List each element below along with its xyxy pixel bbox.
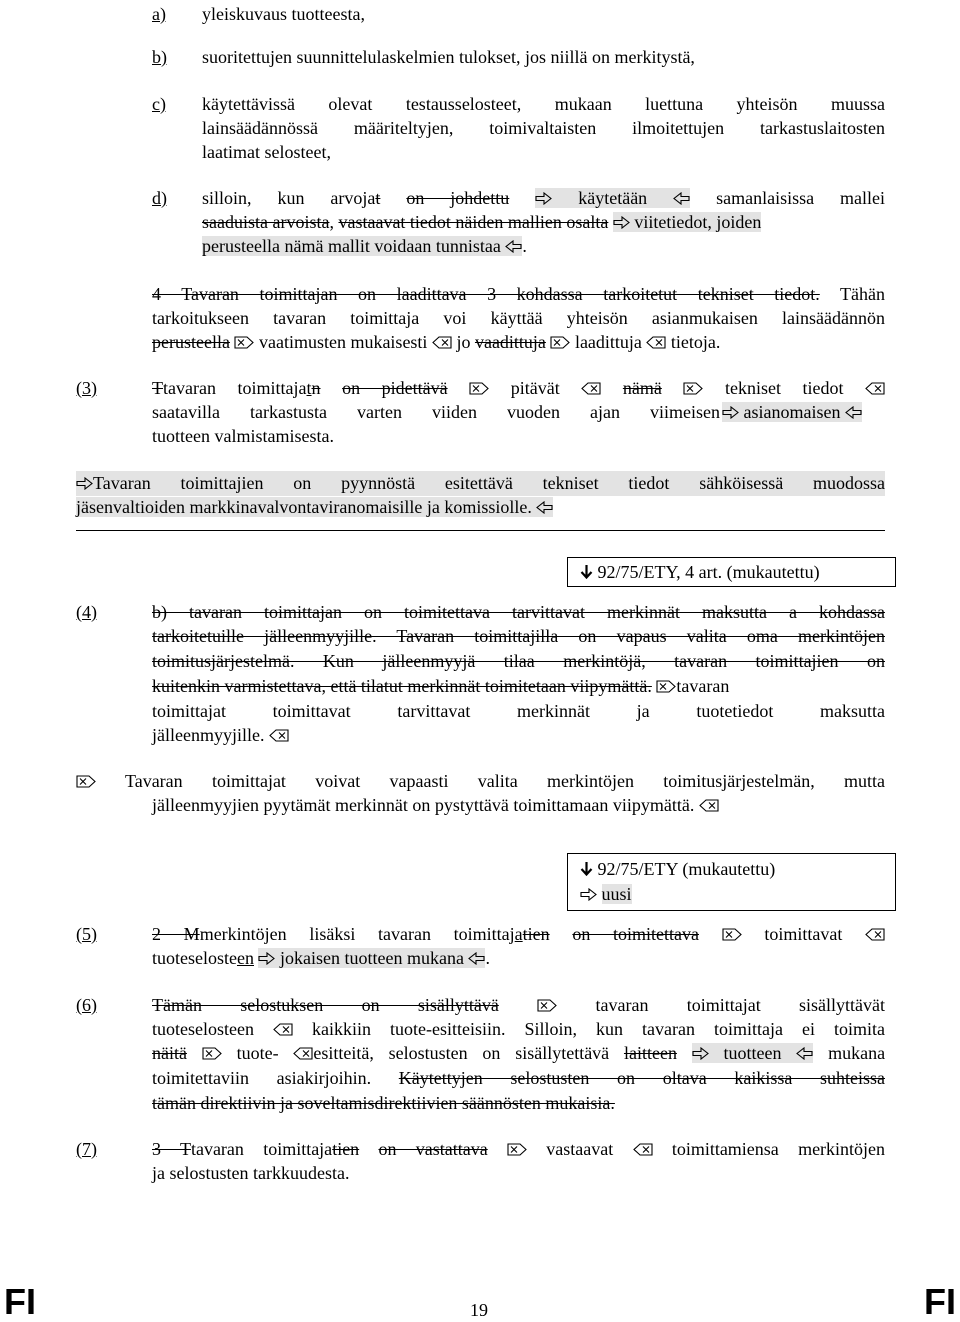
arrow-down-icon (580, 561, 593, 585)
deletion-end-icon (273, 1018, 293, 1042)
reference-text: 92/75/ETY, 4 art. (mukautettu) (597, 562, 820, 582)
deletion-start-icon (202, 1042, 222, 1066)
insert-end-icon (536, 496, 553, 520)
item-text-c-line3: laatimat selosteet, (202, 142, 331, 162)
item-text-d-line2: saaduista arvoista, vastaavat tiedot näiden mallien osalta viitetiedot, joiden (202, 210, 885, 235)
article6-line3: näitä tuote- esitteitä, selostusten on sisällytettävä laitteen tuotteen mukana (152, 1041, 885, 1066)
reference-box (567, 557, 896, 587)
deletion-end-icon (269, 724, 289, 748)
item-text-b: suoritettujen suunnittelulaskelmien tulokset, jos niillä on merkitystä, (202, 47, 695, 67)
tail-para-line2: tarkoitukseen tavaran toimittaja voi käyttää yhteisön asianmukaisen lainsäädännön (152, 308, 885, 328)
arrow-down-icon (580, 858, 593, 882)
article-number-7: (7) (76, 1139, 97, 1159)
electronic-line1: Tavaran toimittajien on pyynnöstä esitettävä tekniset tiedot sähköisessä muodossa (76, 471, 885, 496)
item-marker-a: a) (152, 4, 166, 24)
page-number: 19 (470, 1300, 488, 1320)
insert-start-icon (722, 401, 739, 425)
article-number-4: (4) (76, 602, 97, 622)
item-text-c-line2: lainsäädännössä määriteltyjen, toimivaltaisten ilmoitettujen tarkastuslaitosten (202, 118, 885, 138)
reference-new-text: uusi (601, 884, 632, 904)
article7-line2: ja selostusten tarkkuudesta. (152, 1163, 350, 1183)
insert-end-icon (505, 235, 522, 259)
deletion-start-icon (537, 994, 557, 1018)
insert-end-icon (673, 187, 690, 211)
article4-line5: toimittajat toimittavat tarvittavat merkinnät ja tuotetiedot maksutta (152, 701, 885, 721)
article4-line2: tarkoitetuille jälleenmyyjille. Tavaran toimittajilla on vapaus valita oma merkintöjen (152, 626, 885, 646)
article4-line3: toimitusjärjestelmä. Kun jälleenmyyjä tilaa merkintöjä, tavaran toimittajien on (152, 651, 885, 671)
article3-line3: tuotteen valmistamisesta. (152, 426, 334, 446)
insert-end-icon (468, 947, 485, 971)
item-marker-c: c) (152, 94, 166, 114)
deletion-start-icon (722, 923, 742, 947)
article4-line1: b) tavaran toimittajan on toimitettava tarvittavat merkinnät maksutta a kohdassa (152, 602, 885, 622)
deletion-start-icon (76, 770, 96, 794)
deletion-start-icon (234, 331, 254, 355)
new-marker-icon (580, 883, 597, 907)
article4-line4: kuitenkin varmistettava, että tilatut merkinnät toimitetaan viipymättä. tavaran (152, 674, 729, 699)
retailer-line2: jälleenmyyjien pyytämät merkinnät on pystyttävä toimittamaan viipymättä. (152, 793, 719, 818)
reference-box (567, 853, 896, 911)
deletion-end-icon (581, 377, 601, 401)
article6-line5: tämän direktiivin ja soveltamisdirektiivien säännösten mukaisia. (152, 1093, 615, 1113)
insert-start-icon (258, 947, 275, 971)
item-text-a: yleiskuvaus tuotteesta, (202, 4, 365, 24)
deletion-start-icon (469, 377, 489, 401)
footer-language-left: FI (4, 1281, 36, 1322)
article6-line4: toimitettaviin asiakirjoihin. Käytettyjen selostusten on oltava kaikissa suhteissa (152, 1068, 885, 1088)
deletion-start-icon (683, 377, 703, 401)
deletion-start-icon (550, 331, 570, 355)
article3-line2b: asianomaisen (722, 400, 862, 425)
deletion-end-icon (646, 331, 666, 355)
article3-line2a: saatavilla tarkastusta varten viiden vuoden ajan viimeisen (152, 402, 720, 422)
electronic-line2: jäsenvaltioiden markkinavalvontaviranomaisille ja komissiolle. (76, 495, 553, 520)
article6-line2: tuoteselosteen kaikkiin tuote-esitteisiin. Silloin, kun tavaran toimittaja ei toimita (152, 1017, 885, 1042)
article5-line2: tuoteselosteen jokaisen tuotteen mukana . (152, 946, 490, 971)
article4-line6: jälleenmyyjille. (152, 723, 289, 748)
insert-end-icon (796, 1042, 813, 1066)
deletion-start-icon (656, 675, 676, 699)
article6-line1: Tämän selostuksen on sisällyttävä tavaran toimittajat sisällyttävät (152, 993, 885, 1018)
retailer-line1: Tavaran toimittajat voivat vapaasti valita merkintöjen toimitusjärjestelmän, mutta (76, 769, 885, 794)
deletion-end-icon (865, 377, 885, 401)
section-divider (76, 530, 885, 531)
reference-text: 92/75/ETY (mukautettu) (597, 859, 776, 879)
item-text-c-line1: käytettävissä olevat testausselosteet, mukaan luettuna yhteisön muussa (202, 94, 885, 114)
insert-start-icon (76, 472, 93, 496)
deletion-end-icon (865, 923, 885, 947)
article7-line1: 3 Ttavaran toimittajatien on vastattava vastaavat toimittamiensa merkintöjen (152, 1137, 885, 1162)
deletion-end-icon (633, 1138, 653, 1162)
deletion-end-icon (699, 794, 719, 818)
article3-line1: Ttavaran toimittajatn on pidettävä pitävät nämä tekniset tiedot (152, 376, 885, 401)
article-number-5: (5) (76, 924, 97, 944)
insert-start-icon (613, 211, 630, 235)
tail-para-line1: 4 Tavaran toimittajan on laadittava 3 kohdassa tarkoitetut tekniset tiedot. Tähän (152, 284, 885, 304)
deletion-start-icon (507, 1138, 527, 1162)
insert-start-icon (535, 187, 552, 211)
insert-start-icon (692, 1042, 709, 1066)
item-text-d-line3: perusteella nämä mallit voidaan tunnistaa . (202, 234, 527, 259)
article-number-6: (6) (76, 995, 97, 1015)
deletion-end-icon (293, 1042, 313, 1066)
item-text-d-line1: silloin, kun arvojat on johdettu käytetään samanlaisissa mallei (202, 186, 885, 211)
deletion-end-icon (432, 331, 452, 355)
article-number-3: (3) (76, 378, 97, 398)
article5-line1: 2 Mmerkintöjen lisäksi tavaran toimittajatien on toimitettava toimittavat (152, 922, 885, 947)
item-marker-d: d) (152, 188, 167, 208)
tail-para-line3: perusteella vaatimusten mukaisesti jo vaadittuja laadittuja tietoja. (152, 330, 720, 355)
footer-language-right: FI (924, 1281, 956, 1322)
insert-end-icon (845, 401, 862, 425)
item-marker-b: b) (152, 47, 167, 67)
